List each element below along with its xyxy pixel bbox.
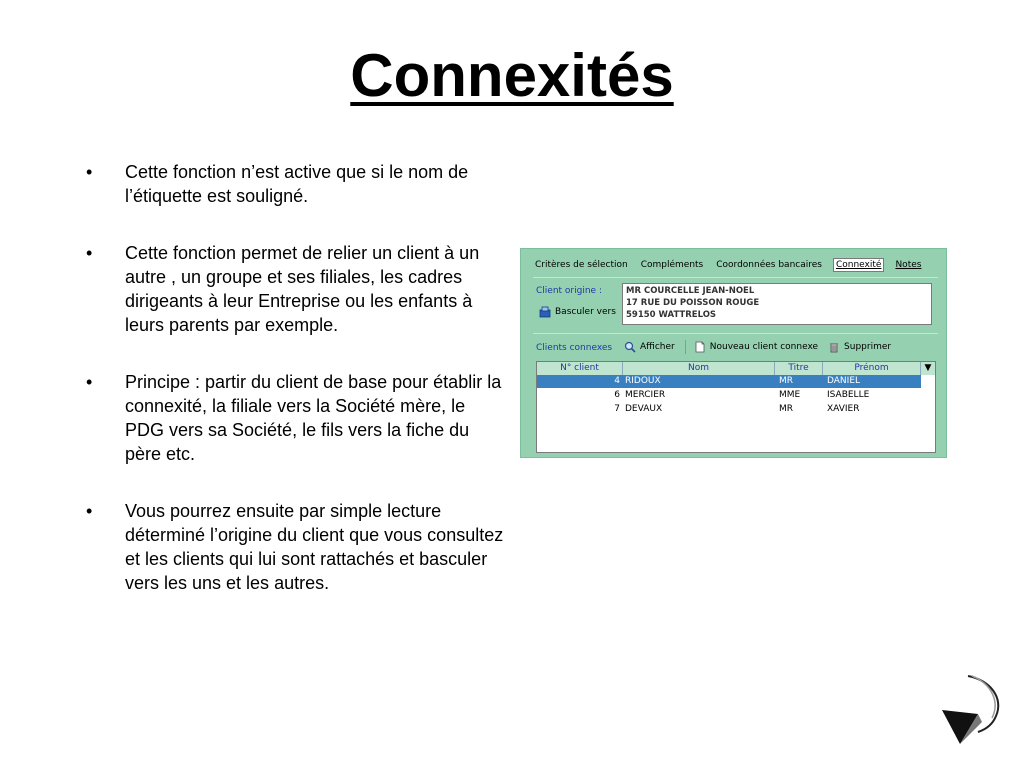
bullet-list [86, 160, 506, 628]
tab-notes[interactable]: Notes [895, 260, 922, 270]
clients-connexes-label: Clients connexes [536, 343, 613, 353]
column-dropdown-icon[interactable]: ▼ [924, 363, 932, 373]
bullet-dot: • [86, 162, 93, 182]
client-origine-label: Client origine : [536, 286, 602, 296]
column-header-num-client[interactable]: N° client [537, 362, 623, 375]
column-header-titre[interactable]: Titre [775, 362, 823, 375]
cell-nom: DEVAUX [625, 404, 663, 414]
page-title: Connexités [350, 42, 674, 109]
bullet-text: Cette fonction permet de relier un client à un autre , un groupe et ses filiales, les cadres dirigeants à leur Entreprise ou les enfants à leurs parents par exemple. [125, 243, 480, 335]
cell-num: 7 [614, 404, 620, 414]
bullet-text: Cette fonction n’est active que si le nom de l’étiquette est souligné. [125, 162, 469, 206]
tab-coordonnees-bancaires[interactable]: Coordonnées bancaires [716, 260, 822, 270]
bullet-item [86, 160, 506, 208]
clients-connexes-table [536, 361, 936, 453]
basculer-icon [539, 306, 551, 318]
cell-nom: MERCIER [625, 390, 666, 400]
bullet-dot: • [86, 243, 93, 263]
cell-titre: MR [779, 404, 794, 414]
tab-connexite[interactable]: Connexité [833, 258, 884, 272]
basculer-vers-label: Basculer vers [555, 307, 616, 317]
column-header-nom[interactable]: Nom [623, 362, 775, 375]
supprimer-button[interactable] [828, 341, 891, 353]
cell-titre: MME [779, 390, 801, 400]
cell-prenom: ISABELLE [827, 390, 870, 400]
tab-criteres-selection[interactable]: Critères de sélection [535, 260, 628, 270]
column-header-prenom[interactable]: Prénom [823, 362, 921, 375]
bullet-item [86, 499, 506, 595]
table-row[interactable] [537, 375, 921, 388]
search-icon [624, 341, 636, 353]
bullet-dot: • [86, 501, 93, 521]
bullet-dot: • [86, 372, 93, 392]
afficher-button[interactable] [624, 341, 675, 353]
nouveau-client-connexe-button[interactable] [694, 341, 818, 353]
toolbar-separator [685, 340, 686, 354]
divider [533, 333, 938, 334]
basculer-vers-button[interactable] [539, 306, 616, 318]
cell-num: 6 [614, 390, 620, 400]
table-row[interactable] [537, 403, 921, 416]
afficher-label: Afficher [640, 342, 675, 352]
bullet-item [86, 241, 506, 337]
tab-complements[interactable]: Compléments [640, 260, 704, 270]
tab-bar [533, 255, 932, 275]
cell-titre: MR [779, 376, 794, 386]
address-line: MR COURCELLE JEAN-NOEL [626, 286, 755, 296]
cell-prenom: DANIEL [827, 376, 861, 386]
bullet-text: Principe : partir du client de base pour établir la connexité, la filiale vers la Société mère, le PDG vers sa Société, le fils vers la fiche du père etc. [125, 372, 502, 464]
client-origine-address [622, 283, 932, 325]
cell-prenom: XAVIER [827, 404, 860, 414]
address-line: 59150 WATTRELOS [626, 310, 717, 320]
trash-icon [828, 341, 840, 353]
supprimer-label: Supprimer [844, 342, 892, 352]
connexes-toolbar [624, 340, 901, 354]
table-header [537, 362, 935, 375]
bullet-item [86, 370, 506, 466]
address-line: 17 RUE DU POISSON ROUGE [626, 298, 760, 308]
nouveau-client-connexe-label: Nouveau client connexe [709, 342, 819, 352]
table-row[interactable] [537, 389, 921, 402]
cell-nom: RIDOUX [625, 376, 661, 386]
bullet-text: Vous pourrez ensuite par simple lecture déterminé l’origine du client que vous consultez et les clients qui lui sont rattachés et basculer vers les uns et les autres. [125, 501, 504, 593]
new-document-icon [694, 341, 706, 353]
divider [533, 277, 938, 278]
navigation-cursor-icon[interactable] [938, 672, 1008, 752]
cell-num: 4 [614, 376, 620, 386]
connexite-panel-screenshot [520, 248, 947, 458]
